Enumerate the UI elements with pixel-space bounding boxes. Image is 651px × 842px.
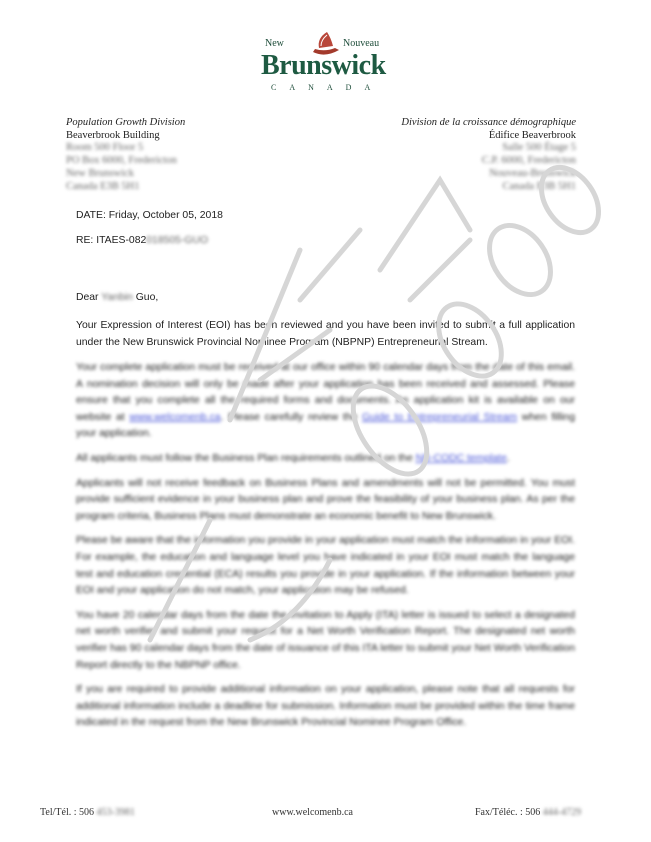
reference-redacted: 018505-GUO [146,235,209,246]
paragraph-feedback: Applicants will not receive feedback on Business Plans and amendments will not be permitted. You must provide sufficient evidence in your business plan and prove the feasibility of your business plan. As per the program criteria, Business Plans must demonstrate an economic benefit to New Brunswick. [76,477,575,522]
building-name: Beaverbrook Building [66,129,160,141]
paragraph-net-worth: You have 20 calendar days from the date the Invitation to Apply (ITA) letter is issued to select a designated net worth verifier and submit your request for a Net Worth Verification Report. The designated net worth verifier has 90 calendar days from the date of issuance of this ITA letter to submit your Net Worth Verification Report directly to the NBPNP office. [76,609,575,671]
intro-paragraph: Your Expression of Interest (EOI) has been reviewed and you have been invited to submit a full application under the New Brunswick Provincial Nominee Program (NBPNP) Entrepreneurial Stream. [76,320,575,348]
phone-redacted: 453-3981 [96,807,135,818]
building-name: Édifice Beaverbrook [488,129,576,141]
letter-reference [76,232,575,249]
address-line: Canada E3B 5H1 [66,180,140,192]
paragraph-additional-info: If you are required to provide additional information on your application, please note that all requests for additional information include a deadline for submission. Information must be provided within the time frame indicated in the request from the New Brunswick Provincial Nominee Program Office. [76,684,575,729]
paragraph-information-match: Please be aware that the information you provide in your application must match the information in your EOI. For example, the education and language level you have indicated in your EOI must match the language test and education credential (ECA) results you provide in your application. If the information between your EOI and your application do not match, your application may be refused. [76,535,575,597]
guide-link[interactable]: Guide to Entrepreneurial Stream [361,411,518,423]
footer-fax [475,807,581,819]
salutation [76,289,575,306]
dear-text: Dear [76,292,99,303]
footer-website [272,807,353,819]
header-address-en [66,117,185,193]
logo-new: New [265,38,284,49]
template-link[interactable]: NB-CODC template [415,452,507,464]
phone-label: Tel/Tél. : 506 [40,807,95,818]
letter-date [76,207,575,224]
reference-prefix: RE: ITAES-082 [76,235,147,246]
footer-phone [40,807,135,819]
logo-brunswick: Brunswick [261,50,386,81]
division-name: Division de la croissance démographique [401,117,576,128]
address-line: New Brunswick [66,167,134,179]
first-name-redacted: Yanbin [101,292,133,303]
address-line: Canada E3B 5H1 [502,180,576,192]
new-brunswick-logo [255,30,395,100]
address-line: Salle 500 Étage 5 [502,142,576,154]
logo-canada: CANADA [271,83,384,92]
address-line: PO Box 6000, Fredericton [66,155,177,167]
fax-label: Fax/Téléc. : 506 [475,807,541,818]
website-link[interactable]: www.welcomenb.ca [272,807,353,818]
paragraph-business-plan: All applicants must follow the Business Plan requirements outlined on the NB-CODC template. [76,452,510,464]
date-text: DATE: Friday, October 05, 2018 [76,210,223,221]
surname: Guo, [135,292,159,303]
fax-redacted: 444-4729 [542,807,582,818]
blurred-body [76,360,575,732]
division-name: Population Growth Division [66,117,186,128]
logo-nouveau: Nouveau [343,38,380,49]
welcomenb-link[interactable]: www.welcomenb.ca [129,411,221,423]
address-line: Room 500 Floor 5 [66,142,144,154]
address-line: C.P. 6000, Fredericton [481,155,576,167]
header-address-fr [401,117,576,193]
paragraph-application-deadline: Your complete application must be received at our office within 90 calendar days from the date of this email. A nomination decision will only be made after your application has been received and assessed. Please ensure that you complete all the required forms and documents. An application kit is available on our website at www.welcomenb.ca. Please carefully review the Guide to Entrepreneurial Stream when filling your application. [76,362,575,440]
address-line: Nouveau-Brunswick [489,167,576,179]
